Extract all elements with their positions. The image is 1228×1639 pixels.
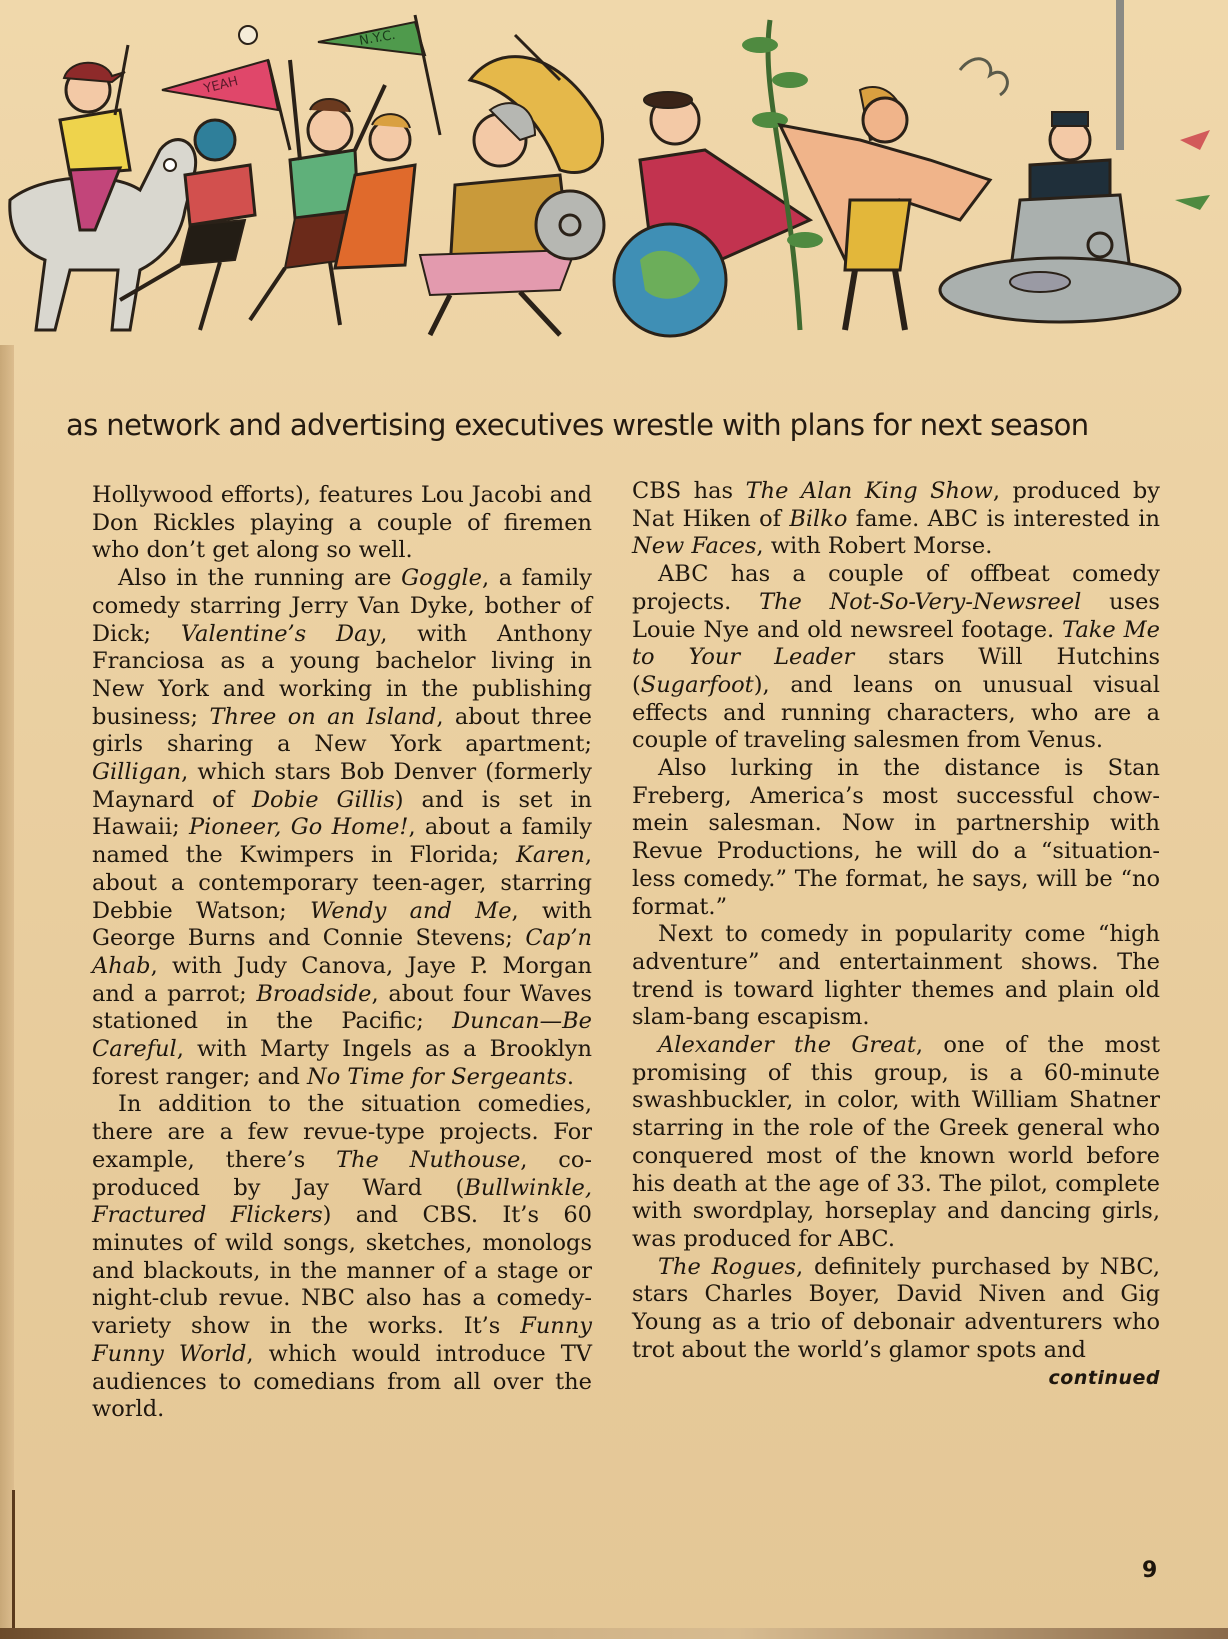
- page-number: 9: [1142, 1558, 1158, 1583]
- left-column: [92, 482, 592, 1424]
- body-text: ) and CBS. It’s 60 minutes of wild songs, sketches, monologs and blackouts, in the manner of a stage or night-club revue. NBC also has a comedy-variety show in the works. It’s: [92, 1202, 592, 1340]
- article-deck: as network and advertising executives wrestle with plans for next season: [66, 408, 1089, 442]
- show-title: Bilko: [789, 505, 848, 532]
- body-text: stars Will Hutchins (: [632, 644, 1161, 698]
- paragraph: [632, 1253, 1160, 1389]
- body-text: Next to comedy in popularity come “high adventure” and entertainment shows. The trend is toward lighter themes and plain old slam-bang escapism.: [632, 921, 1160, 1031]
- paragraph: [632, 921, 1160, 1032]
- show-title: The Rogues: [658, 1253, 796, 1280]
- page-bottom-edge: [0, 1628, 1228, 1639]
- show-title: Goggle: [401, 565, 482, 592]
- show-title: Alexander the Great: [658, 1032, 916, 1059]
- submarine-captain-figure: [940, 0, 1210, 322]
- body-text: fame. ABC is interested in: [847, 505, 1160, 532]
- binding-line: [12, 1490, 15, 1639]
- show-title: Pioneer, Go Home!: [189, 814, 409, 841]
- show-title: Karen: [516, 842, 585, 869]
- show-title: No Time for Sergeants: [307, 1063, 567, 1090]
- body-text: , one of the most promising of this group, is a 60-minute swashbuckler, in color, with William Shatner starring in the role of the Greek general who conquered most of the known world before his death at the age of 33. The pilot, complete with swordplay, horseplay and dancing girls, was produced for ABC.: [632, 1032, 1160, 1252]
- paragraph: [632, 561, 1160, 755]
- show-title: Bullwinkle, Fractured Flickers: [92, 1174, 592, 1229]
- show-title: Sugarfoot: [640, 671, 754, 698]
- pennant-text-nyc: N.Y.C.: [358, 27, 397, 49]
- body-text: , with Robert Morse.: [756, 533, 993, 560]
- body-text: , which would introduce TV audiences to comedians from all over the world.: [92, 1340, 592, 1423]
- body-text: ) and is set in Hawaii;: [92, 786, 593, 841]
- body-text: , about four Waves stationed in the Pacific;: [92, 980, 592, 1035]
- continued-label: continued: [1048, 1366, 1160, 1389]
- show-title: Valentine’s Day: [180, 620, 381, 647]
- parade-cartoon: [0, 0, 1228, 350]
- body-text: , about a family named the Kwimpers in Florida;: [92, 814, 592, 869]
- body-text: Hollywood efforts), features Lou Jacobi and Don Rickles playing a couple of firemen who don’t get along so well.: [92, 482, 592, 564]
- body-text: , co-produced by Jay Ward (: [92, 1146, 593, 1201]
- body-text: , with Judy Canova, Jaye P. Morgan and a parrot;: [92, 952, 592, 1007]
- show-title: The Not-So-Very-Newsreel: [759, 588, 1082, 615]
- header-illustration: [0, 0, 1228, 350]
- body-text: , which stars Bob Denver (formerly Maynard of: [92, 759, 592, 813]
- pennant-text-yeah: YEAH: [202, 73, 240, 97]
- show-title: The Nuthouse: [336, 1146, 521, 1173]
- body-text: ), and leans on unusual visual effects and running characters, who are a couple of traveling salesmen from Venus.: [632, 671, 1160, 754]
- right-column: [632, 478, 1160, 1392]
- roman-soldier-figure: [420, 35, 604, 335]
- body-text: uses Louie Nye and old newsreel footage.: [632, 588, 1160, 643]
- body-text: , with Marty Ingels as a Brooklyn forest ranger; and: [92, 1036, 592, 1090]
- show-title: Three on an Island: [209, 703, 437, 730]
- show-title: The Alan King Show: [745, 478, 993, 504]
- paragraph: [92, 1091, 592, 1423]
- show-title: Dobie Gillis: [252, 786, 395, 813]
- body-text: , with Anthony Franciosa as a young bachelor living in New York and working in the publishing business;: [92, 620, 592, 730]
- paragraph: [92, 482, 592, 565]
- show-title: Wendy and Me: [310, 897, 512, 924]
- paragraph: [632, 1032, 1160, 1254]
- body-text: .: [566, 1063, 575, 1090]
- body-text: , with George Burns and Connie Stevens;: [92, 897, 592, 952]
- body-text: , about a contemporary teen-ager, starring Debbie Watson;: [92, 842, 592, 924]
- show-title: Funny Funny World: [92, 1313, 592, 1367]
- show-title: New Faces: [632, 533, 757, 560]
- body-text: CBS has: [632, 478, 746, 504]
- show-title: Cap’n Ahab: [92, 925, 592, 979]
- paragraph: [632, 478, 1160, 561]
- body-text: , produced by Nat Hiken of: [632, 478, 1160, 532]
- paragraph: [92, 565, 592, 1091]
- body-text: Also in the running are: [118, 565, 402, 592]
- show-title: Duncan—Be Careful: [92, 1008, 592, 1063]
- paragraph: [632, 755, 1160, 921]
- show-title: Broadside: [256, 980, 372, 1007]
- body-text: ABC has a couple of offbeat comedy projects.: [632, 561, 1160, 615]
- body-text: In addition to the situation comedies, there are a few revue-type projects. For example, there’s: [92, 1091, 592, 1173]
- page-left-edge: [0, 345, 14, 1639]
- show-title: Gilligan: [92, 759, 182, 786]
- body-text: , a family comedy starring Jerry Van Dyke, bother of Dick;: [92, 565, 592, 647]
- body-text: , definitely purchased by NBC, stars Charles Boyer, David Niven and Gig Young as a trio of debonair adventurers who trot about the world’s glamor spots and: [632, 1253, 1160, 1363]
- show-title: Take Me to Your Leader: [632, 616, 1160, 671]
- body-text: , about three girls sharing a New York apartment;: [92, 703, 592, 758]
- body-text: Also lurking in the distance is Stan Freberg, America’s most successful chow-mein salesman. Now in partnership with Revue Productions, he will do a “situation-less comedy.” The format, he says, will be “no format.”: [632, 755, 1160, 920]
